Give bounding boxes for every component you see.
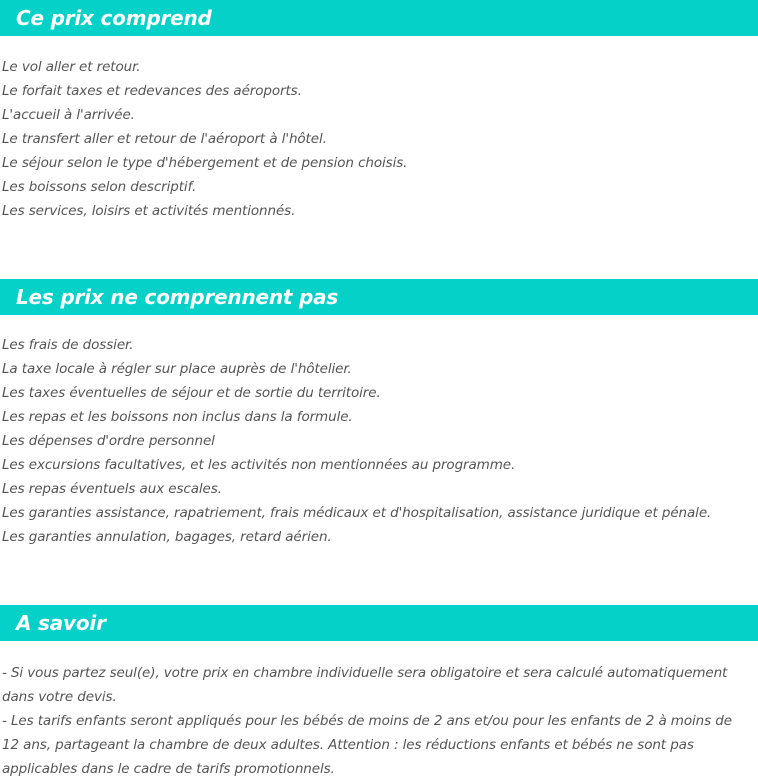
list-item: Les repas éventuels aux escales. [2,481,222,497]
list-item: Les excursions facultatives, et les activités non mentionnées au programme. [2,457,516,473]
list-item: Les garanties annulation, bagages, retard aérien. [2,529,332,545]
section-included [0,0,758,223]
list-item: Les garanties assistance, rapatriement, frais médicaux et d'hospitalisation, assistance juridique et pénale. [2,505,712,521]
list-item: La taxe locale à régler sur place auprès de l'hôtelier. [2,361,352,377]
spacer [0,315,758,333]
list-item: Les repas et les boissons non inclus dans la formule. [2,409,353,425]
section-header-included [0,0,758,36]
section-good-to-know [0,605,758,781]
list-item: Les frais de dossier. [2,337,134,353]
section-title: Les prix ne comprennent pas [16,285,339,309]
spacer [0,641,758,661]
list-item: Les dépenses d'ordre personnel [2,433,215,449]
list-item: Le transfert aller et retour de l'aéroport à l'hôtel. [2,131,327,147]
note-paragraph: - Si vous partez seul(e), votre prix en chambre individuelle sera obligatoire et sera calculé automatiquement dans votre devis. [2,665,728,705]
section-title: A savoir [16,611,106,635]
section-body-included [0,55,758,223]
list-item: Les boissons selon descriptif. [2,179,197,195]
note-paragraph: - Les tarifs enfants seront appliqués pour les bébés de moins de 2 ans et/ou pour les enfants de 2 à moins de 12 ans, partageant la chambre de deux adultes. Attention : les réductions enfants et bébés ne sont pas applicables dans le cadre de tarifs promotionnels. [2,713,732,777]
section-header-not-included [0,279,758,315]
section-title: Ce prix comprend [16,6,212,30]
section-body-not-included [0,333,758,549]
list-item: Les services, loisirs et activités mentionnés. [2,203,296,219]
list-item: Le forfait taxes et redevances des aéroports. [2,83,302,99]
section-not-included [0,279,758,549]
section-spacer [0,223,758,279]
section-header-good-to-know [0,605,758,641]
section-body-good-to-know [0,661,758,781]
list-item: L'accueil à l'arrivée. [2,107,135,123]
section-spacer [0,549,758,605]
list-item: Les taxes éventuelles de séjour et de sortie du territoire. [2,385,381,401]
spacer [0,36,758,55]
list-item: Le vol aller et retour. [2,59,141,75]
list-item: Le séjour selon le type d'hébergement et de pension choisis. [2,155,408,171]
